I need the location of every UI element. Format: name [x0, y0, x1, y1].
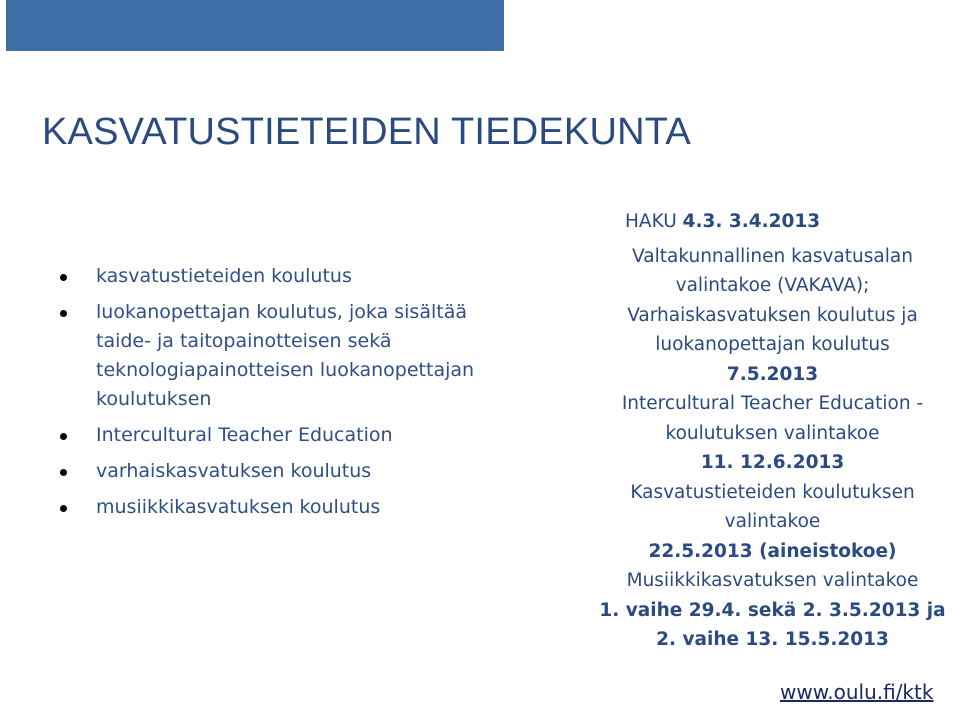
programme-list: [56, 262, 516, 529]
list-item: [56, 298, 516, 414]
schedule-text: luokanopettajan koulutus: [655, 334, 890, 355]
list-item-text: luokanopettajan koulutus, joka sisältää taide- ja taitopainotteisen sekä teknologiapainotteisen luokanopettajan koulutuksen: [96, 301, 475, 410]
haku-dates: 4.3. 3.4.2013: [682, 211, 821, 232]
schedule-lines: [575, 242, 960, 655]
haku-label: HAKU: [625, 211, 677, 232]
bullet-icon: [60, 469, 67, 476]
schedule-date: 2. vaihe 13. 15.5.2013: [656, 629, 889, 650]
list-item: [56, 457, 516, 486]
faculty-link[interactable]: www.oulu.fi/ktk: [780, 680, 934, 704]
schedule-date: 7.5.2013: [726, 363, 819, 385]
list-item-text: Intercultural Teacher Education: [96, 424, 393, 446]
top-accent-bar: [6, 0, 504, 51]
bullet-icon: [60, 505, 67, 512]
schedule-text: Varhaiskasvatuksen koulutus ja: [627, 304, 918, 326]
page-title: KASVATUSTIETEIDEN TIEDEKUNTA: [42, 111, 691, 153]
list-item-text: kasvatustieteiden koulutus: [96, 265, 352, 287]
schedule-column: [575, 207, 960, 655]
bullet-icon: [60, 433, 67, 440]
schedule-text: Musiikkikasvatuksen valintakoe: [626, 570, 919, 591]
bullet-icon: [60, 310, 67, 317]
schedule-text: Intercultural Teacher Education -: [621, 393, 924, 414]
schedule-date: 1. vaihe 29.4. sekä 2. 3.5.2013 ja: [599, 599, 946, 621]
schedule-date: 11. 12.6.2013: [700, 452, 845, 473]
schedule-date: 22.5.2013 (aineistokoe): [648, 540, 897, 562]
list-item: [56, 493, 516, 522]
top-bar-blank: [504, 0, 960, 51]
schedule-text: valintakoe: [724, 511, 821, 532]
list-item: [56, 421, 516, 450]
schedule-text: Kasvatustieteiden koulutuksen: [630, 481, 915, 503]
list-item: [56, 262, 516, 291]
schedule-text: valintakoe (VAKAVA);: [675, 275, 870, 296]
schedule-text: koulutuksen valintakoe: [665, 422, 880, 444]
list-item-text: musiikkikasvatuksen koulutus: [96, 496, 381, 518]
bullet-icon: [60, 274, 67, 281]
application-period: [625, 207, 960, 237]
list-item-text: varhaiskasvatuksen koulutus: [96, 460, 372, 482]
schedule-text: Valtakunnallinen kasvatusalan: [632, 245, 913, 267]
